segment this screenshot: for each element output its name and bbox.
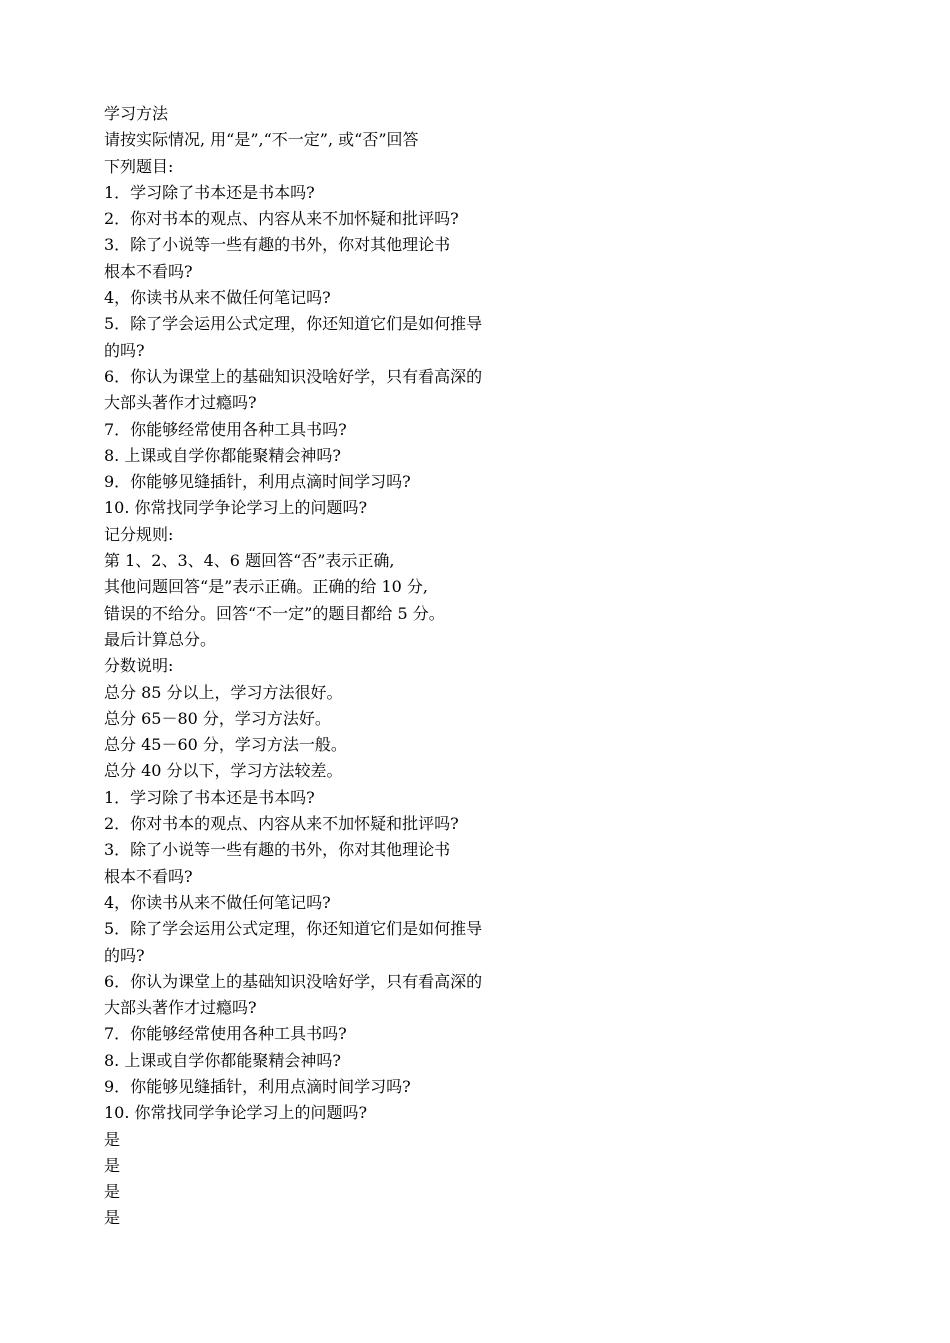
- scoring-rules-heading: 记分规则:: [104, 524, 174, 544]
- question-line: 3．除了小说等一些有趣的书外，你对其他理论书: [104, 235, 451, 255]
- question-line: 2．你对书本的观点、内容从来不加怀疑和批评吗?: [104, 209, 459, 229]
- document-body: [104, 101, 544, 1232]
- score-explanation-heading: 分数说明:: [104, 656, 174, 676]
- question-line: 根本不看吗?: [104, 866, 193, 886]
- question-line: 7．你能够经常使用各种工具书吗?: [104, 1024, 347, 1044]
- score-explanation-line: 总分 65－80 分，学习方法好。: [104, 708, 331, 728]
- answer-line: 是: [104, 1182, 121, 1202]
- instruction-line: 下列题目:: [104, 156, 174, 176]
- question-line: 1．学习除了书本还是书本吗?: [104, 182, 315, 202]
- instruction-line: 请按实际情况, 用“是”,“不一定”, 或“否”回答: [104, 130, 419, 150]
- question-line: 8. 上课或自学你都能聚精会神吗?: [104, 445, 341, 465]
- question-line: 2．你对书本的观点、内容从来不加怀疑和批评吗?: [104, 814, 459, 834]
- question-line: 的吗?: [104, 340, 145, 360]
- question-line: 10. 你常找同学争论学习上的问题吗?: [104, 498, 368, 518]
- question-line: 大部头著作才过瘾吗?: [104, 998, 257, 1018]
- score-explanation-line: 总分 45－60 分，学习方法一般。: [104, 735, 347, 755]
- score-explanation-line: 总分 85 分以上，学习方法很好。: [104, 682, 343, 702]
- question-line: 根本不看吗?: [104, 261, 193, 281]
- question-line: 9．你能够见缝插针，利用点滴时间学习吗?: [104, 472, 411, 492]
- question-line: 7．你能够经常使用各种工具书吗?: [104, 419, 347, 439]
- question-line: 6．你认为课堂上的基础知识没啥好学，只有看高深的: [104, 366, 483, 386]
- answer-line: 是: [104, 1155, 121, 1175]
- question-line: 5．除了学会运用公式定理，你还知道它们是如何推导: [104, 919, 483, 939]
- question-line: 6．你认为课堂上的基础知识没啥好学，只有看高深的: [104, 971, 483, 991]
- question-line: 的吗?: [104, 945, 145, 965]
- scoring-rule-line: 第 1、2、3、4、6 题回答“否”表示正确,: [104, 551, 395, 571]
- question-line: 3．除了小说等一些有趣的书外，你对其他理论书: [104, 840, 451, 860]
- document-title: 学习方法: [104, 104, 169, 123]
- scoring-rule-line: 错误的不给分。回答“不一定”的题目都给 5 分。: [104, 603, 445, 623]
- question-line: 9．你能够见缝插针，利用点滴时间学习吗?: [104, 1076, 411, 1096]
- question-line: 1．学习除了书本还是书本吗?: [104, 787, 315, 807]
- question-line: 5．除了学会运用公式定理，你还知道它们是如何推导: [104, 314, 483, 334]
- score-explanation-line: 总分 40 分以下，学习方法较差。: [104, 761, 343, 781]
- question-line: 4，你读书从来不做任何笔记吗?: [104, 288, 331, 308]
- answer-line: 是: [104, 1208, 121, 1228]
- scoring-rule-line: 其他问题回答“是”表示正确。正确的给 10 分,: [104, 577, 428, 597]
- question-line: 4，你读书从来不做任何笔记吗?: [104, 892, 331, 912]
- question-line: 大部头著作才过瘾吗?: [104, 393, 257, 413]
- answer-line: 是: [104, 1129, 121, 1149]
- question-line: 8. 上课或自学你都能聚精会神吗?: [104, 1050, 341, 1070]
- question-line: 10. 你常找同学争论学习上的问题吗?: [104, 1103, 368, 1123]
- scoring-rule-line: 最后计算总分。: [104, 629, 217, 649]
